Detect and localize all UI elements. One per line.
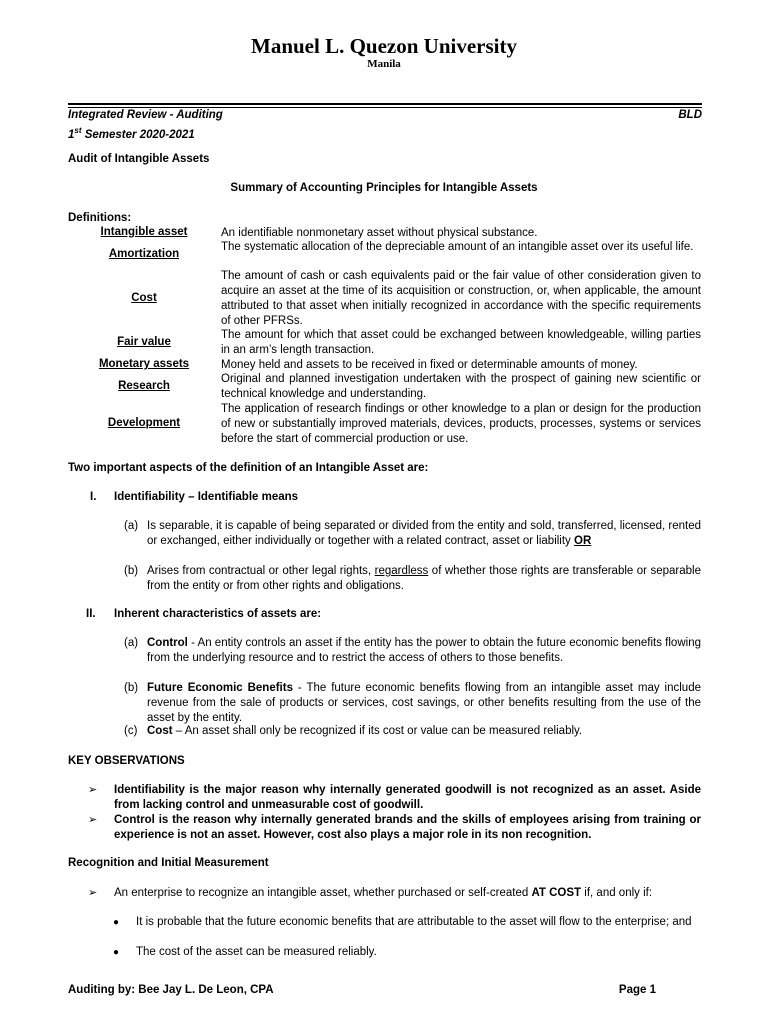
definition-term: Development xyxy=(107,417,181,429)
item-body: Is separable, it is capable of being separated or divided from the entity and sold, transferred, licensed, rented or exchanged, either individually or together with a related contract, asset or liability xyxy=(147,520,701,547)
definitions-label: Definitions: xyxy=(68,212,132,224)
section-number: I. xyxy=(90,491,97,503)
item-text xyxy=(147,724,701,739)
semester-line xyxy=(68,123,195,143)
bullet-icon: ● xyxy=(113,947,120,958)
course-title: Integrated Review - Auditing xyxy=(68,109,223,121)
item-body: - An entity controls an asset if the entity has the power to obtain the future economic benefits flowing from the underlying resource and to restrict the access of others to those benefits. xyxy=(147,637,701,664)
definition-text: Original and planned investigation undertaken with the prospect of gaining new scientific or technical knowledge and understanding. xyxy=(221,373,701,400)
section-number: II. xyxy=(86,608,96,620)
author-initials: BLD xyxy=(678,109,702,121)
header-rule-thick xyxy=(68,103,702,105)
item-term: Cost xyxy=(147,725,173,737)
arrow-bullet-icon: ➢ xyxy=(88,814,98,826)
header-rule-thin xyxy=(68,107,702,108)
item-body: Arises from contractual or other legal rights, xyxy=(147,565,372,577)
semester-text: Semester 2020-2021 xyxy=(81,128,195,141)
recognition-heading: Recognition and Initial Measurement xyxy=(68,857,269,869)
semester-number: 1 xyxy=(68,128,75,141)
definition-term: Cost xyxy=(131,292,157,304)
observation-item: Identifiability is the major reason why internally generated goodwill is not recognized as an asset. Aside from lacking control and unmeasurable cost of goodwill. xyxy=(114,784,701,811)
definition-term: Monetary assets xyxy=(98,358,190,370)
recognition-bullet: It is probable that the future economic benefits that are attributable to the asset will flow to the enterprise; and xyxy=(136,916,692,928)
item-body: – An asset shall only be recognized if its cost or value can be measured reliably. xyxy=(175,725,583,737)
university-city: Manila xyxy=(367,58,401,70)
definition-text: The amount for which that asset could be exchanged between knowledgeable, willing parties in an arm’s length transaction. xyxy=(221,329,701,356)
key-observations-heading: KEY OBSERVATIONS xyxy=(68,755,185,767)
footer-author: Auditing by: Bee Jay L. De Leon, CPA xyxy=(68,984,274,996)
item-label: (a) xyxy=(124,520,139,532)
recognition-bullet: The cost of the asset can be measured reliably. xyxy=(136,946,377,958)
item-term: Control xyxy=(147,637,188,649)
item-body: - The future economic benefits flowing from an intangible asset may include revenue from the sale of products or services, cost savings, or other benefits resulting from the use of the asset by the entity. xyxy=(147,682,701,724)
topic-heading: Audit of Intangible Assets xyxy=(68,153,210,165)
definition-text: An identifiable nonmonetary asset without physical substance. xyxy=(221,227,538,239)
definition-term: Amortization xyxy=(108,248,180,260)
bullet-icon: ● xyxy=(113,917,120,928)
observation-item: Control is the reason why internally generated brands and the skills of employees arising from training or experience is not an asset. However, cost also plays a major role in its non recognition. xyxy=(114,814,701,841)
summary-title: Summary of Accounting Principles for Intangible Assets xyxy=(230,182,538,194)
university-name: Manuel L. Quezon University xyxy=(251,34,517,58)
item-text xyxy=(147,681,701,726)
item-label: (c) xyxy=(124,725,138,737)
definition-text: Money held and assets to be received in fixed or determinable amounts of money. xyxy=(221,359,638,371)
item-label: (a) xyxy=(124,637,139,649)
definition-text: The amount of cash or cash equivalents paid or the fair value of other consideration given to acquire an asset at the time of its acquisition or construction, or, when applicable, the amount attributed to that asset when initially recognized in accordance with the specific requirements of other PFRSs. xyxy=(221,270,701,327)
page-number: Page 1 xyxy=(618,984,656,996)
item-label: (b) xyxy=(124,682,139,694)
intro-text: An enterprise to recognize an intangible asset, whether purchased or self-created xyxy=(114,887,529,899)
semester-ordinal: st xyxy=(74,126,82,135)
arrow-bullet-icon: ➢ xyxy=(88,784,98,796)
arrow-bullet-icon: ➢ xyxy=(88,887,98,899)
or-keyword: OR xyxy=(574,535,592,547)
item-body: of whether those rights are transferable or separable from the entity or from other rights and obligations. xyxy=(147,565,701,592)
regardless-keyword: regardless xyxy=(374,565,429,577)
definition-term: Fair value xyxy=(117,336,171,348)
section-title: Inherent characteristics of assets are: xyxy=(114,608,322,620)
item-term: Future Economic Benefits xyxy=(147,682,293,694)
definition-term: Intangible asset xyxy=(100,226,188,238)
item-label: (b) xyxy=(124,565,139,577)
definition-text: The systematic allocation of the depreciable amount of an intangible asset over its useful life. xyxy=(221,241,694,253)
intro-text: if, and only if: xyxy=(584,887,653,899)
recognition-intro xyxy=(114,886,701,901)
aspects-heading: Two important aspects of the definition of an Intangible Asset are: xyxy=(68,462,429,474)
item-text xyxy=(147,564,701,594)
definition-text: The application of research findings or other knowledge to a plan or design for the production of new or substantially improved materials, devices, products, processes, systems or services before the start of commercial production or use. xyxy=(221,403,701,445)
definition-term: Research xyxy=(118,380,170,392)
at-cost-keyword: AT COST xyxy=(531,887,582,899)
section-title: Identifiability – Identifiable means xyxy=(114,491,299,503)
item-text xyxy=(147,519,701,549)
item-text xyxy=(147,636,701,666)
